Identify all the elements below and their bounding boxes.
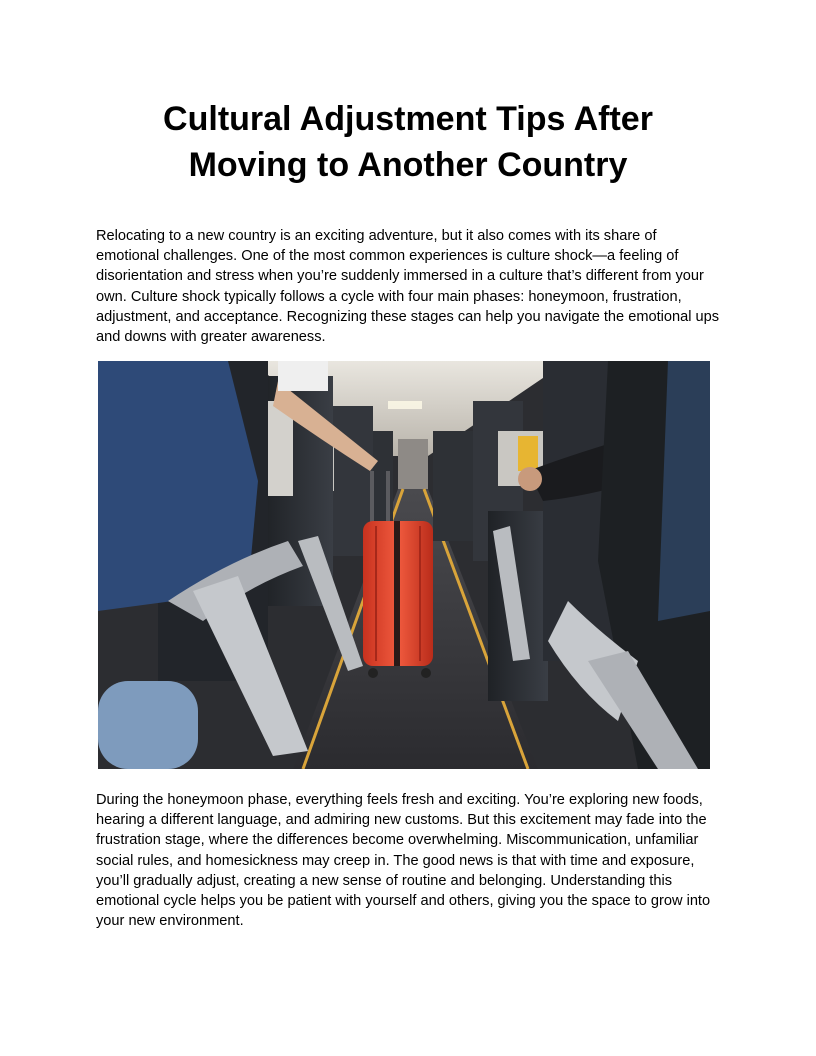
airplane-cabin-photo bbox=[98, 361, 710, 769]
intro-paragraph: Relocating to a new country is an exciting adventure, but it also comes with its share of emotional challenges. One of the most common experiences is culture shock—a feeling of disorientation and stress when you’re suddenly immersed in a culture that’s different from your own. Culture shock typically follows a cycle with four main phases: honeymoon, frustration, adjustment, and acceptance. Recognizing these stages can help you navigate the emotional ups and downs with greater awareness. bbox=[96, 228, 720, 346]
title-line-2: Moving to Another Country bbox=[188, 146, 628, 184]
title-line-1: Cultural Adjustment Tips After bbox=[163, 100, 653, 138]
honeymoon-paragraph: During the honeymoon phase, everything feels fresh and exciting. You’re exploring new foods, hearing a different language, and admiring new customs. But this excitement may fade into the frustration stage, where the differences become overwhelming. Miscommunication, unfamiliar social rules, and homesickness may creep in. The good news is that with time and exposure, you’ll gradually adjust, creating a new sense of routine and belonging. Understanding this emotional cycle helps you be patient with yourself and others, giving you the space to grow into your new environment. bbox=[96, 792, 711, 930]
document-title bbox=[96, 96, 720, 188]
